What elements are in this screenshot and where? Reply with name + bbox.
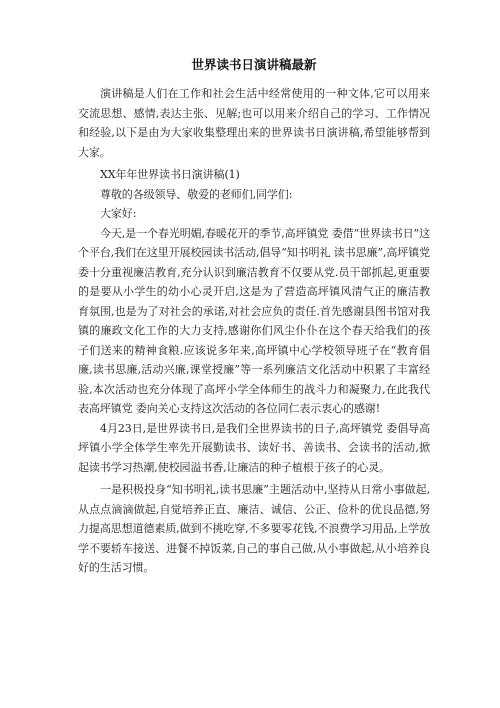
- salutation: 尊敬的各级领导、敬爱的老师们,同学们:: [100, 187, 293, 201]
- document-page: [78, 56, 430, 578]
- speech-heading: XX年年世界读书日演讲稿(1): [100, 168, 240, 181]
- body-paragraph-3: 一是积极投身“知书明礼,读书思廉”主题活动中,坚持从日常小事做起,从点点滴滴做起,自觉培养正直、廉洁、诚信、公正、俭朴的优良品德,努力提高思想道德素质,做到不挑吃穿,不多要零花钱,不浪费学习用品,上学放学不要轿车接送、进餐不掉饭菜,自己的事自己做,从小事做起,从小培养良好的生活习惯。: [78, 483, 430, 574]
- document-title: 世界读书日演讲稿最新: [191, 57, 317, 72]
- intro-paragraph: 演讲稿是人们在工作和社会生活中经常使用的一种文体,它可以用来交流思想、感情,表达主张、见解;也可以用来介绍自己的学习、工作情况和经验,以下是由为大家收集整理出来的世界读书日演讲稿,希望能够帮到大家。: [78, 87, 430, 159]
- body-paragraph-2: 4月23日,是世界读书日,是我们全世界读书的日子,高坪镇党 委倡导高坪镇小学全体学生率先开展勤读书、读好书、善读书、会读书的活动,掀起读书学习热潮,使校园溢书香,让廉洁的种子植根于孩子的心灵。: [78, 421, 430, 474]
- greeting: 大家好:: [100, 207, 137, 220]
- body-paragraph-1: 今天,是一个春光明媚,春暖花开的季节,高坪镇党 委借“世界读书日”这个平台,我们在这里开展校园读书活动,倡导“知书明礼 读书思廉”,高坪镇党委十分重视廉洁教育,充分认识到廉洁教育不仅要从党.员干部抓起,更重要的是要从小学生的幼小心灵开启,这是为了营造高坪镇风清气正的廉洁教育氛围,也是为了对社会的承诺,对社会应负的责任.首先感谢县图书馆对我镇的廉政文化工作的大力支持,感谢你们风尘仆仆在这个春天给我们的孩子们送来的精神食粮.应该说多年来,高坪镇中心学校领导班子在“教育倡廉,读书思廉,活动兴廉,课堂授廉”等一系列廉洁文化活动中积累了丰富经验,本次活动也充分体现了高坪小学全体师生的战斗力和凝聚力,在此我代表高坪镇党 委向关心支持这次活动的各位同仁表示衷心的感谢!: [78, 226, 430, 415]
